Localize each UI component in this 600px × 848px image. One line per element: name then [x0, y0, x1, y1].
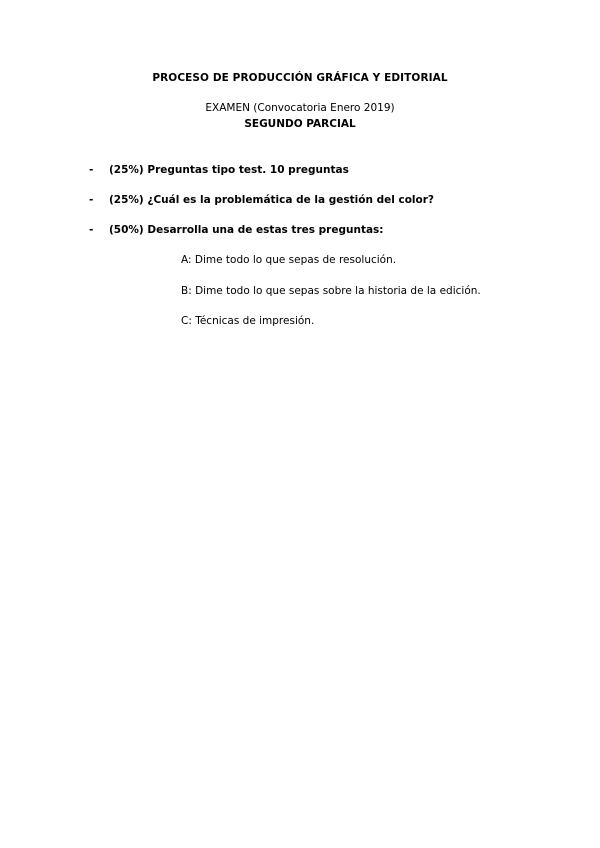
bullet-dash: -	[89, 224, 94, 236]
question-item-3	[89, 224, 384, 236]
document-title: PROCESO DE PRODUCCIÓN GRÁFICA Y EDITORIAL	[152, 72, 448, 84]
question-text: (50%) Desarrolla una de estas tres preguntas:	[109, 224, 384, 236]
exam-part: SEGUNDO PARCIAL	[244, 118, 356, 130]
question-item-1	[89, 164, 349, 176]
question-item-2	[89, 194, 434, 206]
question-text: (25%) ¿Cuál es la problemática de la gestión del color?	[109, 194, 435, 206]
bullet-dash: -	[89, 194, 94, 206]
option-c: C: Técnicas de impresión.	[181, 315, 315, 327]
question-text: (25%) Preguntas tipo test. 10 preguntas	[109, 164, 349, 176]
option-a: A: Dime todo lo que sepas de resolución.	[181, 254, 397, 266]
option-b: B: Dime todo lo que sepas sobre la historia de la edición.	[181, 285, 481, 297]
bullet-dash: -	[89, 164, 94, 176]
exam-heading: EXAMEN (Convocatoria Enero 2019)	[205, 102, 395, 114]
